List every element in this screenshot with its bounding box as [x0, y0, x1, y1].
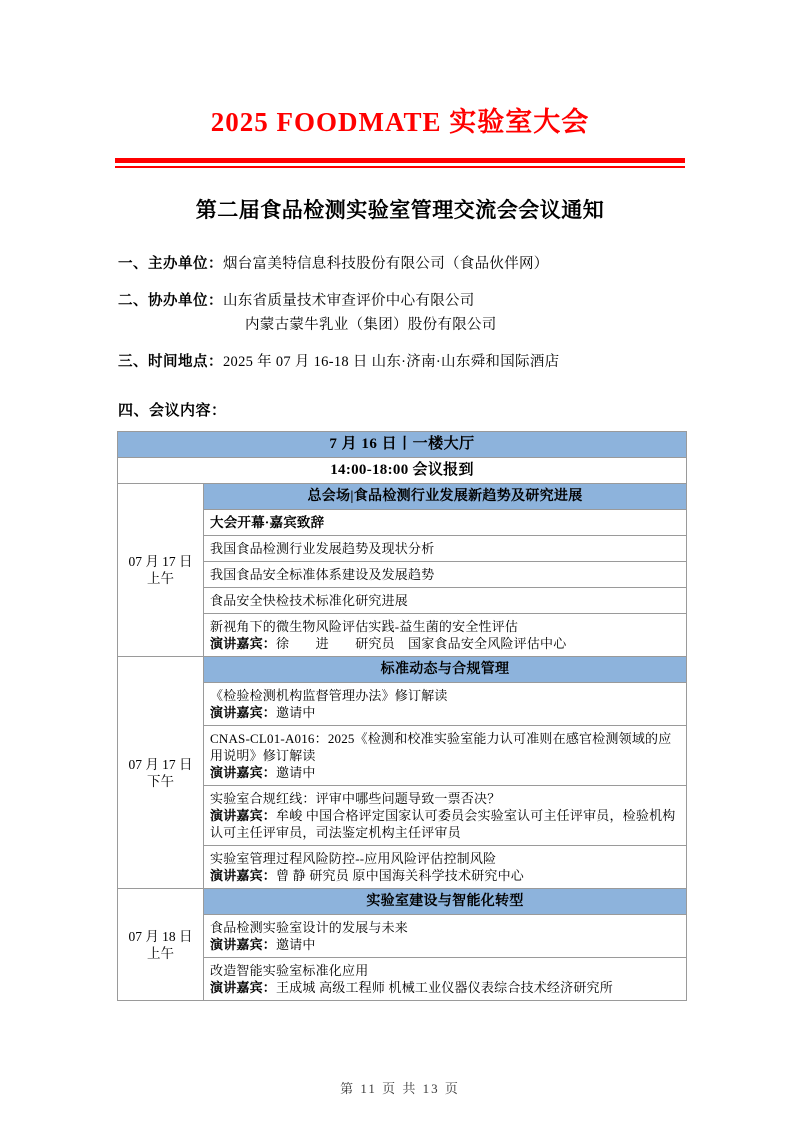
session-date: 07 月 17 日 — [128, 756, 193, 772]
table-row-registration — [118, 458, 687, 484]
speaker-name: 牟峻 中国合格评定国家认可委员会实验室认可主任评审员，检验机构认可主任评审员，司法鉴定机构主任评审员 — [210, 808, 676, 840]
session-title-cell: 标准动态与合规管理 — [204, 657, 687, 683]
table-row — [118, 726, 687, 786]
datetime-value: 2025 年 07 月 16-18 日 山东·济南·山东舜和国际酒店 — [223, 354, 560, 370]
coorganizer-line-2: 内蒙古蒙牛乳业（集团）股份有限公司 — [245, 317, 497, 333]
agenda-item-speaker — [210, 936, 680, 953]
speaker-name: 曾 静 研究员 原中国海关科学技术研究中心 — [276, 868, 524, 883]
table-row — [118, 562, 687, 588]
agenda-item-cell — [204, 726, 687, 786]
agenda-item-speaker — [210, 704, 680, 721]
page-footer: 第 11 页 共 13 页 — [340, 1081, 460, 1096]
session-date-cell — [118, 889, 204, 1001]
session-date-cell — [118, 484, 204, 657]
speaker-name: 徐 进 研究员 国家食品安全风险评估中心 — [276, 636, 567, 651]
table-row-section-header — [118, 484, 687, 510]
agenda-item-speaker — [210, 764, 680, 781]
speaker-label: 演讲嘉宾： — [210, 636, 277, 651]
page-title: 2025 FOODMATE 实验室大会 — [210, 107, 590, 137]
agenda-item-cell — [204, 614, 687, 657]
info-row-coorganizer — [0, 291, 800, 335]
agenda-item-speaker — [210, 979, 680, 996]
speaker-label: 演讲嘉宾： — [210, 980, 277, 995]
organizer-value: 烟台富美特信息科技股份有限公司（食品伙伴网） — [223, 256, 549, 272]
table-row-section-header — [118, 657, 687, 683]
agenda-item-topic: 食品安全快检技术标准化研究进展 — [210, 593, 409, 608]
table-row — [118, 786, 687, 846]
speaker-name: 邀请中 — [276, 937, 316, 952]
speaker-label: 演讲嘉宾： — [210, 808, 277, 823]
page-subtitle: 第二届食品检测实验室管理交流会会议通知 — [195, 198, 605, 222]
table-row — [118, 846, 687, 889]
speaker-name: 王成城 高级工程师 机械工业仪器仪表综合技术经济研究所 — [276, 980, 613, 995]
agenda-heading: 四、会议内容： — [118, 403, 227, 419]
title-divider — [115, 158, 685, 168]
agenda-table-body — [118, 432, 687, 484]
session-title-cell: 总会场|食品检测行业发展新趋势及研究进展 — [204, 484, 687, 510]
agenda-sessions-body — [118, 484, 687, 1001]
agenda-item-cell — [204, 915, 687, 958]
agenda-item-topic: 我国食品检测行业发展趋势及现状分析 — [210, 541, 435, 556]
table-row — [118, 915, 687, 958]
agenda-item-cell — [204, 536, 687, 562]
coorganizer-line-1: 山东省质量技术审查评价中心有限公司 — [223, 293, 475, 309]
session-title-cell: 实验室建设与智能化转型 — [204, 889, 687, 915]
agenda-item-topic: 我国食品安全标准体系建设及发展趋势 — [210, 567, 435, 582]
conference-info — [0, 224, 800, 420]
session-period: 上午 — [147, 945, 174, 961]
session-period: 下午 — [147, 773, 174, 789]
speaker-name: 邀请中 — [276, 705, 316, 720]
coorganizer-value — [223, 291, 800, 335]
speaker-label: 演讲嘉宾： — [210, 868, 277, 883]
registration-cell: 14:00-18:00 会议报到 — [118, 458, 687, 484]
speaker-label: 演讲嘉宾： — [210, 765, 277, 780]
agenda-item-cell — [204, 786, 687, 846]
agenda-item-cell — [204, 683, 687, 726]
agenda-item-topic: CNAS-CL01-A016：2025《检测和校准实验室能力认可准则在感官检测领域的应用说明》修订解读 — [210, 731, 672, 763]
agenda-item-cell — [204, 958, 687, 1001]
session-date: 07 月 18 日 — [128, 928, 193, 944]
table-row — [118, 614, 687, 657]
agenda-item-topic: 实验室合规红线：评审中哪些问题导致一票否决？ — [210, 791, 501, 806]
agenda-item-topic: 实验室管理过程风险防控--应用风险评估控制风险 — [210, 851, 497, 866]
datetime-label: 三、时间地点： — [118, 354, 223, 370]
table-row — [118, 536, 687, 562]
session-period: 上午 — [147, 571, 174, 586]
coorganizer-label: 二、协办单位： — [118, 293, 223, 309]
info-row-datetime — [0, 352, 800, 372]
table-row — [118, 510, 687, 536]
agenda-item-speaker — [210, 867, 680, 884]
table-row — [118, 683, 687, 726]
agenda-item-speaker — [210, 635, 680, 652]
agenda-item-topic: 改造智能实验室标准化应用 — [210, 963, 369, 978]
speaker-label: 演讲嘉宾： — [210, 705, 277, 720]
table-row — [118, 958, 687, 1001]
speaker-label: 演讲嘉宾： — [210, 937, 277, 952]
agenda-item-cell — [204, 510, 687, 536]
agenda-item-cell — [204, 846, 687, 889]
session-date-cell — [118, 657, 204, 889]
info-row-organizer — [0, 254, 800, 274]
agenda-item-topic: 新视角下的微生物风险评估实践-益生菌的安全性评估 — [210, 619, 519, 634]
session-date: 07 月 17 日 — [128, 554, 193, 569]
agenda-item-cell — [204, 562, 687, 588]
day-banner-cell: 7 月 16 日丨一楼大厅 — [118, 432, 687, 458]
organizer-label: 一、主办单位： — [118, 256, 223, 272]
table-row-section-header — [118, 889, 687, 915]
agenda-item-speaker — [210, 807, 680, 841]
agenda-item-topic: 食品检测实验室设计的发展与未来 — [210, 920, 409, 935]
speaker-name: 邀请中 — [276, 765, 316, 780]
agenda-item-topic: 大会开幕·嘉宾致辞 — [210, 515, 325, 530]
agenda-item-topic: 《检验检测机构监督管理办法》修订解读 — [210, 688, 448, 703]
agenda-table — [117, 431, 687, 1001]
agenda-item-cell — [204, 588, 687, 614]
table-row — [118, 588, 687, 614]
table-row-day-banner — [118, 432, 687, 458]
